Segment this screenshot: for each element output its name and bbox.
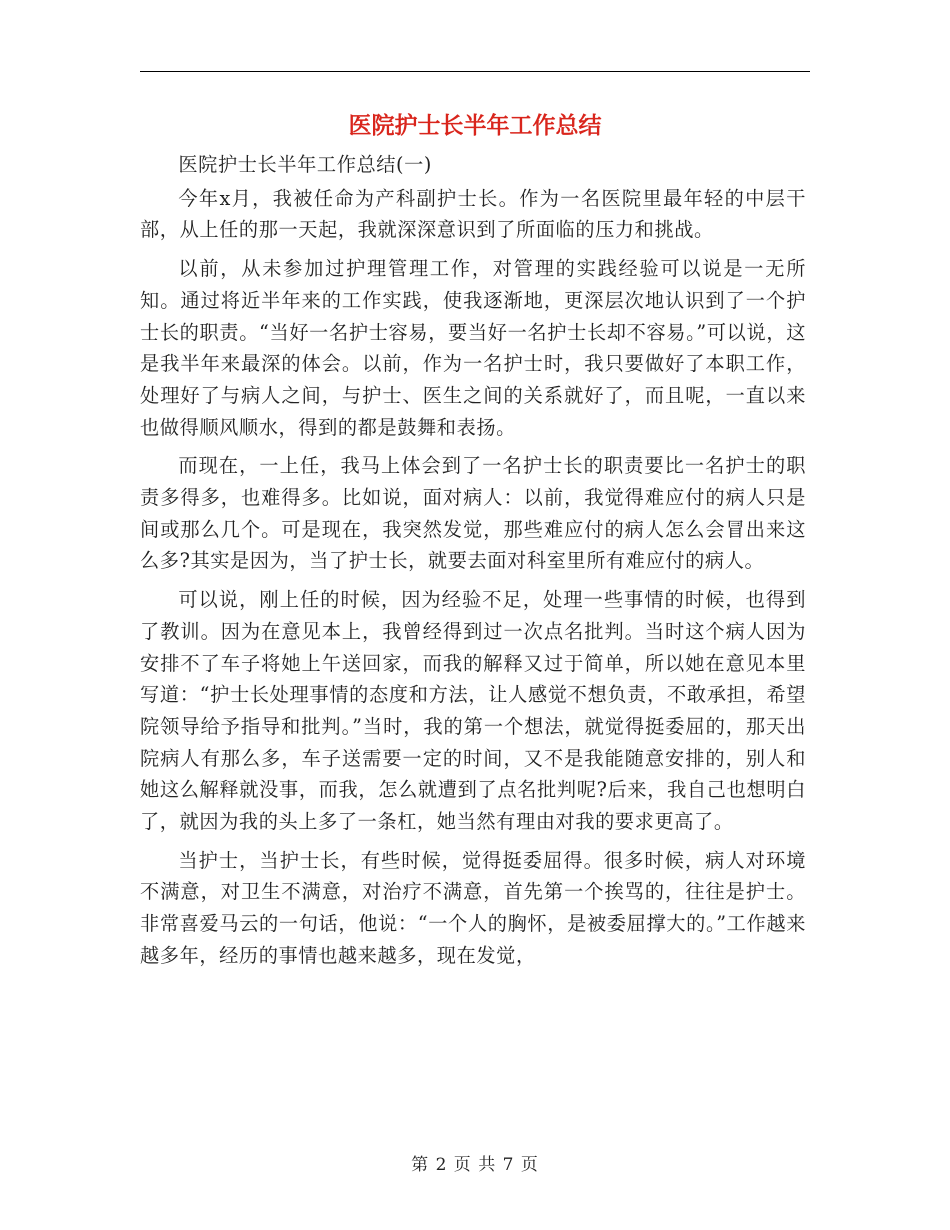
- paragraph-3: 而现在，一上任，我马上体会到了一名护士长的职责要比一名护士的职责多得多，也难得多。比如说，面对病人：以前，我觉得难应付的病人只是间或那么几个。可是现在，我突然发觉，那些难应付的病人怎么会冒出来这么多?其实是因为，当了护士长，就要去面对科室里所有难应付的病人。: [140, 454, 806, 573]
- paragraph-1: 今年x月，我被任命为产科副护士长。作为一名医院里最年轻的中层干部，从上任的那一天起，我就深深意识到了所面临的压力和挑战。: [140, 186, 806, 242]
- paragraph-4: 可以说，刚上任的时候，因为经验不足，处理一些事情的时候，也得到了教训。因为在意见本上，我曾经得到过一次点名批判。当时这个病人因为安排不了车子将她上午送回家，而我的解释又过于简单，所以她在意见本里写道：“护士长处理事情的态度和方法，让人感觉不想负责，不敢承担，希望院领导给予指导和批判。”当时，我的第一个想法，就觉得挺委屈的，那天出院病人有那么多，车子送需要一定的时间，又不是我能随意安排的，别人和她这么解释就没事，而我，怎么就遭到了点名批判呢?后来，我自己也想明白了，就因为我的头上多了一条杠，她当然有理由对我的要求更高了。: [140, 588, 806, 834]
- document-body: [140, 149, 806, 979]
- header-rule: [140, 71, 810, 72]
- paragraph-5: 当护士，当护士长，有些时候，觉得挺委屈得。很多时候，病人对环境不满意，对卫生不满意，对治疗不满意，首先第一个挨骂的，往往是护士。非常喜爱马云的一句话，他说：“一个人的胸怀，是被委屈撑大的。”工作越来越多年，经历的事情也越来越多，现在发觉，: [140, 848, 806, 967]
- section-subtitle: 医院护士长半年工作总结(一): [178, 153, 433, 176]
- page-number-footer: 第 2 页 共 7 页: [411, 1155, 539, 1175]
- paragraph-2: 以前，从未参加过护理管理工作，对管理的实践经验可以说是一无所知。通过将近半年来的工作实践，使我逐渐地，更深层次地认识到了一个护士长的职责。“当好一名护士容易，要当好一名护士长却不容易。”可以说，这是我半年来最深的体会。以前，作为一名护士时，我只要做好了本职工作，处理好了与病人之间，与护士、医生之间的关系就好了，而且呢，一直以来也做得顺风顺水，得到的都是鼓舞和表扬。: [140, 257, 806, 439]
- document-title: 医院护士长半年工作总结: [348, 112, 602, 139]
